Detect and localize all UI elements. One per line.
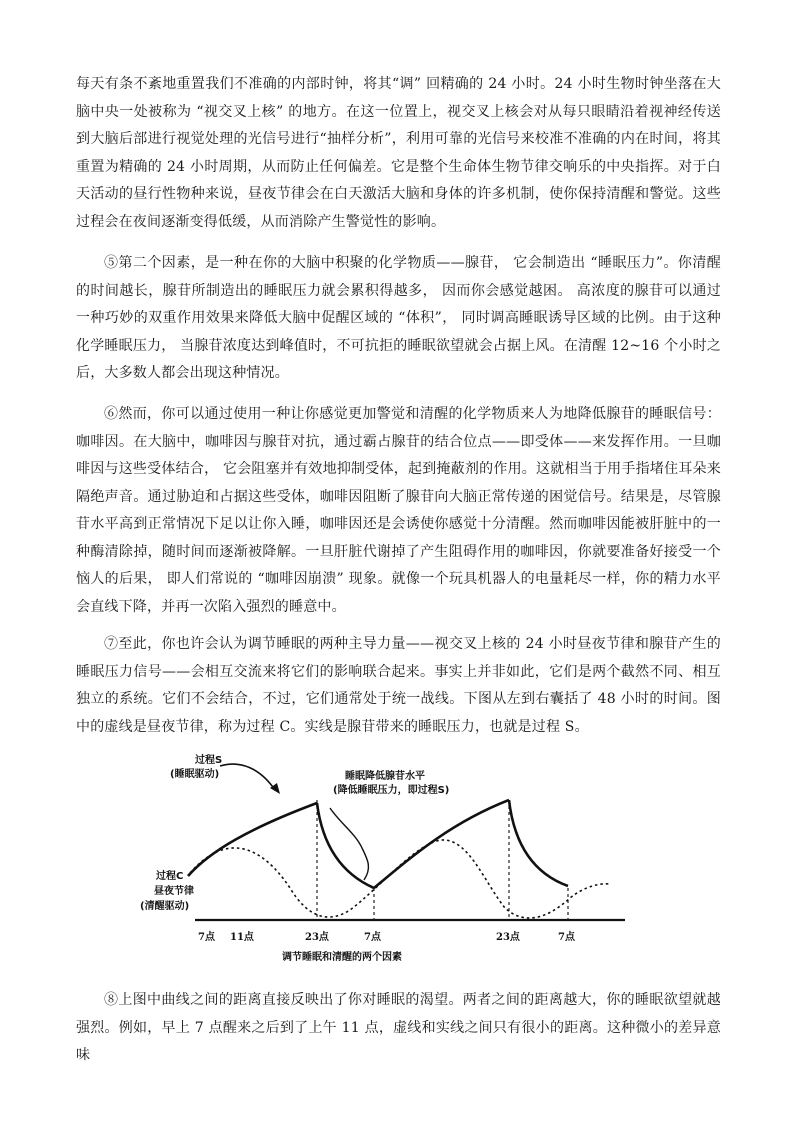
label-adenosine-line2: (降低睡眠压力，即过程S) (333, 785, 450, 796)
process-s-decay-second (509, 800, 568, 886)
tick-label-7h-2: 7点 (364, 932, 381, 943)
process-s-decay-first (317, 803, 374, 888)
label-process-c-line2: 昼夜节律 (154, 886, 194, 897)
tick-label-7h-1: 7点 (198, 932, 215, 943)
sleep-regulation-figure (140, 748, 660, 973)
label-process-s-line2: (睡眠驱动) (170, 769, 220, 780)
paragraph-distance: ⑧上图中曲线之间的距离直接反映出了你对睡眠的渴望。两者之间的距离越大，你的睡眠欲望就越强烈。例如，早上 7 点醒来之后到了上午 11 点，虚线和实线之间只有很小的距离。这种微小的差异意味 (76, 992, 721, 1063)
process-s-arrow-line (220, 764, 275, 790)
paragraph-circadian-clock: 每天有条不紊地重置我们不准确的内部时钟，将其“调” 回精确的 24 小时。24 小时生物时钟坐落在大脑中央一处被称为 “视交叉上核” 的地方。在这一位置上，视交叉上核会对从每只眼睛沿着视神经传送到大脑后部进行视觉处理的光信号进行“抽样分析”，利用可靠的光信号来校准不准确的内在时间，将其重置为精确的 24 小时周期，从而防止任何偏差。它是整个生命体生物节律交响乐的中央指挥。对于白天活动的昼行性物种来说，昼夜节律会在白天激活大脑和身体的许多机制，使你保持清醒和警觉。这些过程会在夜间逐渐变得低缓，从而消除产生警觉性的影响。 (76, 76, 721, 230)
label-adenosine-line1: 睡眠降低腺苷水平 (345, 771, 425, 782)
paragraph-caffeine: ⑥然而，你可以通过使用一种让你感觉更加警觉和清醒的化学物质来人为地降低腺苷的睡眠信号：咖啡因。在大脑中，咖啡因与腺苷对抗，通过霸占腺苷的结合位点——即受体——来发挥作用。一旦咖啡因与这些受体结合， 它会阻塞并有效地抑制受体，起到掩蔽剂的作用。这就相当于用手指堵住耳朵来隔绝声音。通过胁迫和占据这些受体，咖啡因阻断了腺苷向大脑正常传递的困觉信号。结果是，尽管腺苷水平高到正常情况下足以让你入睡，咖啡因还是会诱使你感觉十分清醒。然而咖啡因能被肝脏中的一种酶清除掉，随时间而逐渐被降解。一旦肝脏代谢掉了产生阻碍作用的咖啡因，你就要准备好接受一个恼人的后果， 即人们常说的 “咖啡因崩溃” 现象。就像一个玩具机器人的电量耗尽一样，你的精力水平会直线下降，并再一次陷入强烈的睡意中。 (76, 406, 721, 615)
tick-label-23h-1: 23点 (305, 932, 329, 943)
label-process-s-line1: 过程S (195, 755, 223, 766)
tick-label-7h-3: 7点 (558, 932, 575, 943)
label-process-c-line1: 过程C (156, 871, 184, 882)
tick-label-23h-2: 23点 (496, 932, 520, 943)
process-c-curve (190, 840, 610, 918)
process-s-rise-second (374, 800, 509, 888)
label-process-c-line3: (清醒驱动) (140, 901, 190, 912)
tick-label-11h: 11点 (230, 932, 254, 943)
paragraph-two-systems: ⑦至此，你也许会认为调节睡眠的两种主导力量——视交叉上核的 24 小时昼夜节律和腺苷产生的睡眠压力信号——会相互交流来将它们的影响联合起来。事实上并非如此，它们是两个截然不同、相互独立的系统。它们不会结合，不过，它们通常处于统一战线。下图从左到右囊括了 48 小时的时间。图中的虚线是昼夜节律，称为过程 C。实线是腺苷带来的睡眠压力，也就是过程 S。 (76, 636, 721, 735)
process-s-rise-first (188, 803, 317, 876)
figure-caption: 调节睡眠和清醒的两个因素 (282, 952, 402, 963)
paragraph-adenosine: ⑤第二个因素，是一种在你的大脑中积聚的化学物质——腺苷， 它会制造出 “睡眠压力”。你清醒的时间越长，腺苷所制造出的睡眠压力就会累积得越多， 因而你会感觉越困。 高浓度的腺苷可以通过一种巧妙的双重作用效果来降低大脑中促醒区域的 “体积”， 同时调高睡眠诱导区域的比例。由于这种化学睡眠压力， 当腺苷浓度达到峰值时，不可抗拒的睡眠欲望就会占据上风。在清醒 12~16 个小时之后，大多数人都会出现这种情况。 (76, 255, 721, 381)
adenosine-bracket (330, 808, 368, 880)
figure-svg (140, 748, 660, 973)
